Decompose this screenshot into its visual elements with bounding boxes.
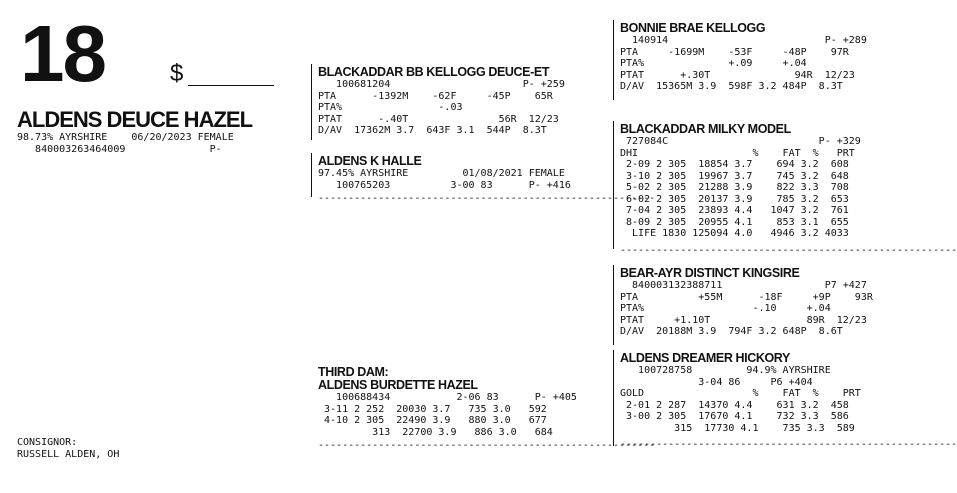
dam-dam-line: 3-00 2 305 17670 4.1 732 3.3 586 bbox=[620, 411, 849, 422]
sire-dam-line: 5-02 2 305 21288 3.9 822 3.3 708 bbox=[620, 182, 849, 193]
sire-dam-block bbox=[620, 136, 861, 240]
dam-sire-bracket-line bbox=[613, 265, 614, 345]
dam-bracket-line bbox=[311, 153, 312, 197]
sire-sire-line: PTAT +.30T 94R 12/23 bbox=[620, 69, 855, 81]
third-dam-line: 3-11 2 252 20030 3.7 735 3.0 592 bbox=[318, 403, 547, 415]
third-dam-block bbox=[318, 392, 577, 438]
sire-line: PTA% -.03 bbox=[318, 102, 463, 113]
dam-block bbox=[318, 168, 571, 191]
sire-sire-line: PTA% +.09 +.04 bbox=[620, 58, 807, 69]
sire-dam-line: LIFE 1830 125094 4.0 4946 3.2 4033 bbox=[620, 228, 849, 239]
dam-divider: -------------------------------------------------------- bbox=[318, 193, 656, 204]
dam-line: 97.45% AYRSHIRE 01/08/2021 FEMALE bbox=[318, 168, 565, 179]
dam-dam-line: GOLD % FAT % PRT bbox=[620, 388, 861, 399]
animal-name: ALDENS DEUCE HAZEL bbox=[17, 107, 253, 132]
dam-sire-line: PTA +55M -18F +9P 93R bbox=[620, 291, 873, 303]
sire-sire-bracket-line bbox=[613, 20, 614, 100]
consignor-label: CONSIGNOR: bbox=[17, 437, 78, 448]
dam-dam-line: 100728758 94.9% AYRSHIRE bbox=[620, 365, 831, 376]
dam-dam-line: 3-04 86 P6 +404 bbox=[620, 376, 813, 388]
sire-dam-line: 3-10 2 305 19967 3.7 745 3.2 648 bbox=[620, 170, 849, 182]
dam-dam-line: 2-01 2 287 14370 4.4 631 3.2 458 bbox=[620, 399, 849, 411]
sire-bracket-line bbox=[311, 64, 312, 140]
sire-dam-line: DHI % FAT % PRT bbox=[620, 147, 855, 159]
sire-line: PTAT -.40T 56R 12/23 bbox=[318, 113, 559, 125]
animal-info-line-1: 98.73% AYRSHIRE 06/20/2023 FEMALE bbox=[17, 132, 234, 143]
animal-info-line-2: 840003263464009 P- bbox=[17, 143, 222, 155]
dam-line: 100765203 3-00 83 P- +416 bbox=[318, 179, 571, 191]
sire-sire-name: BONNIE BRAE KELLOGG bbox=[620, 21, 766, 35]
dam-sire-line: 840003132388711 P7 +427 bbox=[620, 280, 867, 291]
sire-sire-line: 140914 P- +289 bbox=[620, 35, 867, 46]
third-dam-line: 4-10 2 305 22490 3.9 880 3.0 677 bbox=[318, 415, 547, 426]
dam-sire-block bbox=[620, 280, 873, 338]
lot-number: 18 bbox=[20, 9, 105, 98]
third-dam-divider: -------------------------------------------------------- bbox=[318, 440, 656, 451]
dam-dam-block bbox=[620, 365, 861, 434]
consignor-value: RUSSELL ALDEN, OH bbox=[17, 448, 120, 460]
third-dam-line: 313 22700 3.9 886 3.0 684 bbox=[318, 426, 553, 438]
dam-dam-divider: -------------------------------------------------------- bbox=[620, 439, 957, 450]
price-blank-line bbox=[188, 85, 274, 86]
dam-sire-line: D/AV 20188M 3.9 794F 3.2 648P 8.6T bbox=[620, 326, 843, 337]
sire-dam-line: 2-09 2 305 18854 3.7 694 3.2 608 bbox=[620, 159, 849, 170]
sire-block bbox=[318, 79, 565, 137]
dam-sire-line: PTAT +1.10T 89R 12/23 bbox=[620, 314, 867, 326]
sire-line: 100681204 P- +259 bbox=[318, 79, 565, 90]
dam-dam-bracket-line bbox=[613, 350, 614, 446]
third-dam-line: 100688434 2-06 83 P- +405 bbox=[318, 392, 577, 403]
price-symbol: $ bbox=[170, 60, 184, 87]
sire-sire-block bbox=[620, 35, 867, 93]
third-dam-name: ALDENS BURDETTE HAZEL bbox=[318, 378, 478, 392]
sire-line: PTA -1392M -62F -45P 65R bbox=[318, 90, 553, 102]
sire-dam-name: BLACKADDAR MILKY MODEL bbox=[620, 122, 791, 136]
sire-dam-line: 727084C P- +329 bbox=[620, 136, 861, 147]
third-dam-label: THIRD DAM: bbox=[318, 365, 389, 379]
sire-sire-line: PTA -1699M -53F -48P 97R bbox=[620, 46, 849, 58]
dam-sire-line: PTA% -.10 +.04 bbox=[620, 303, 831, 314]
sire-dam-line: 7-04 2 305 23893 4.4 1047 3.2 761 bbox=[620, 205, 849, 216]
sire-dam-divider: -------------------------------------------------------- bbox=[620, 245, 957, 256]
dam-dam-name: ALDENS DREAMER HICKORY bbox=[620, 351, 790, 365]
dam-sire-name: BEAR-AYR DISTINCT KINGSIRE bbox=[620, 266, 800, 280]
sire-dam-line: 8-09 2 305 20955 4.1 853 3.1 655 bbox=[620, 216, 849, 228]
sire-dam-line: 6-02 2 305 20137 3.9 785 3.2 653 bbox=[620, 193, 849, 205]
sire-name: BLACKADDAR BB KELLOGG DEUCE-ET bbox=[318, 65, 550, 79]
dam-dam-line: 315 17730 4.1 735 3.3 589 bbox=[620, 422, 855, 434]
dam-name: ALDENS K HALLE bbox=[318, 154, 422, 168]
sire-sire-line: D/AV 15365M 3.9 598F 3.2 484P 8.3T bbox=[620, 81, 843, 92]
sire-line: D/AV 17362M 3.7 643F 3.1 544P 8.3T bbox=[318, 125, 547, 136]
sire-dam-bracket-line bbox=[613, 121, 614, 249]
